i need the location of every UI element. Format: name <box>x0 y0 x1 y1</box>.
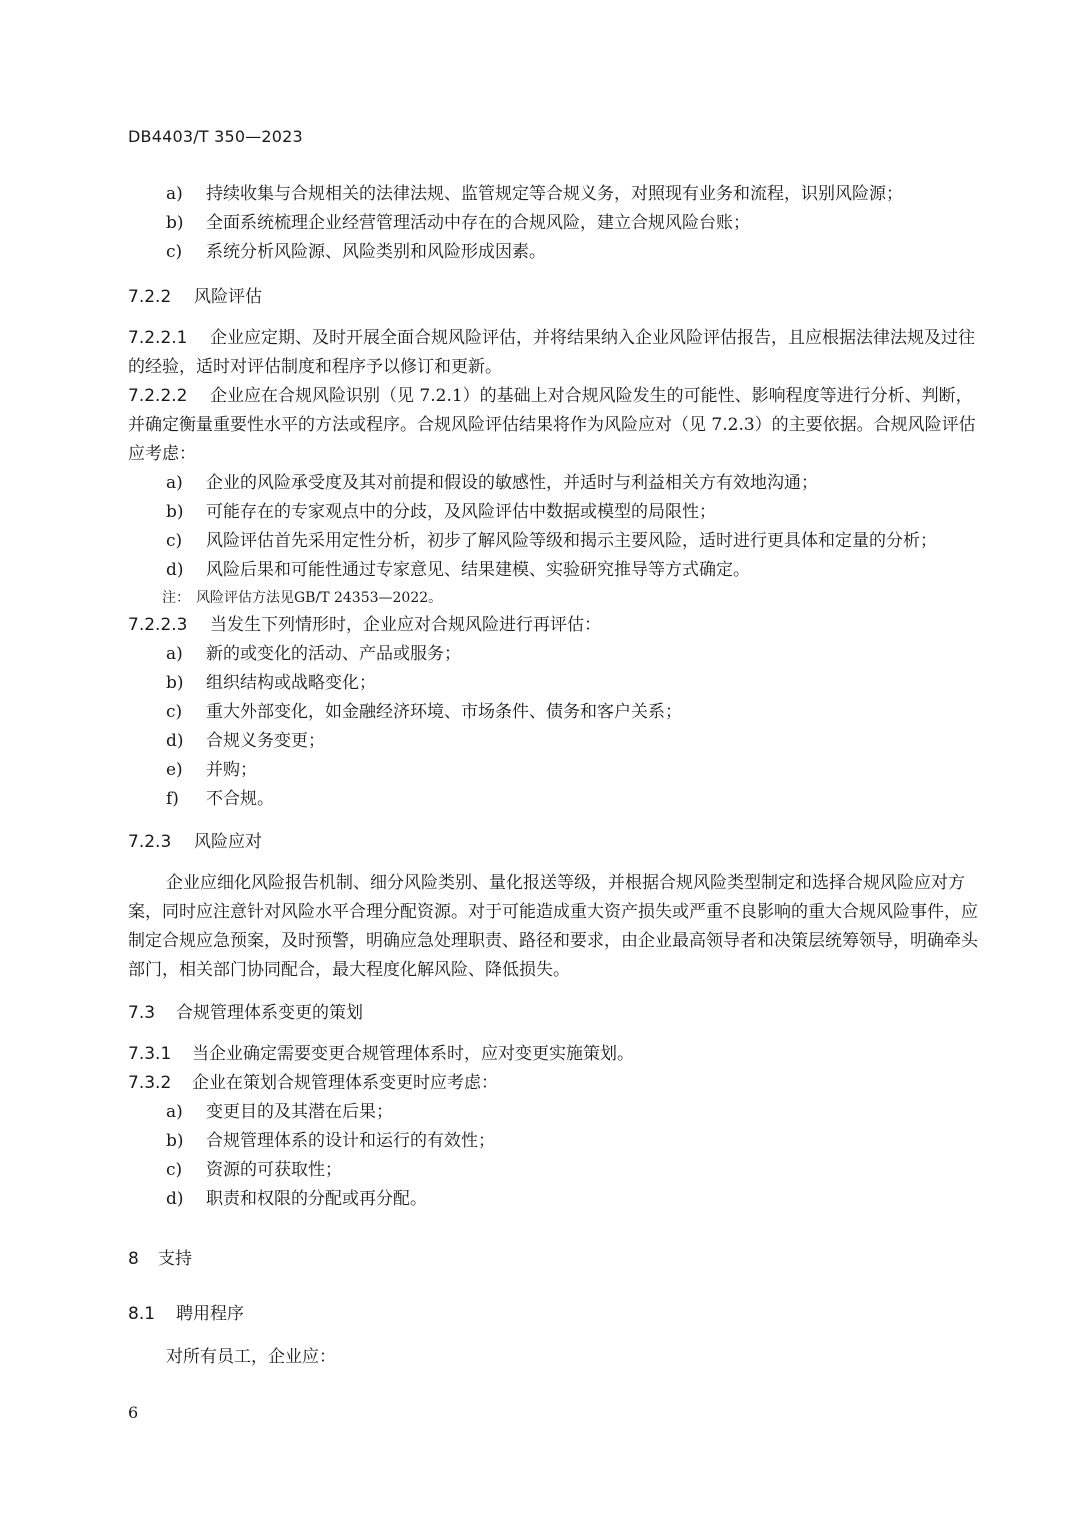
section-number: 8.1 <box>128 1304 156 1324</box>
list-text: 可能存在的专家观点中的分歧，及风险评估中数据或模型的局限性； <box>206 502 716 522</box>
list-item <box>128 498 978 527</box>
clause-number: 7.3.1 <box>128 1044 172 1064</box>
note-text: 风险评估方法见GB/T 24353—2022。 <box>196 590 443 606</box>
list-text: 持续收集与合规相关的法律法规、监管规定等合规义务，对照现有业务和流程，识别风险源； <box>206 184 903 204</box>
list-marker: d) <box>166 1189 184 1209</box>
section-title: 风险评估 <box>194 287 262 307</box>
list-marker: f) <box>166 789 179 809</box>
list-marker: b) <box>166 213 184 233</box>
list-marker: b) <box>166 502 184 522</box>
clause-number: 7.2.2.1 <box>128 328 188 348</box>
list-text: 全面系统梳理企业经营管理活动中存在的合规风险，建立合规风险台账； <box>206 213 750 233</box>
list-text: 并购； <box>206 760 257 780</box>
section-number: 8 <box>128 1249 139 1269</box>
page-number: 6 <box>128 1403 139 1422</box>
section-number: 7.2.2 <box>128 287 172 307</box>
list-item <box>128 1098 978 1127</box>
list-marker: a) <box>166 184 183 204</box>
list-marker: c) <box>166 702 183 722</box>
paragraph-8-1: 对所有员工，企业应： <box>166 1347 336 1367</box>
list-marker: d) <box>166 560 184 580</box>
list-item <box>128 527 978 556</box>
note <box>128 585 978 611</box>
note-label: 注： <box>162 590 190 606</box>
clause-number: 7.2.2.3 <box>128 615 188 635</box>
list-marker: c) <box>166 531 183 551</box>
section-title: 风险应对 <box>194 832 262 852</box>
list-text: 不合规。 <box>206 789 274 809</box>
list-text: 风险评估首先采用定性分析，初步了解风险等级和揭示主要风险，适时进行更具体和定量的分析； <box>206 531 937 551</box>
list-marker: a) <box>166 644 183 664</box>
clause-7-3-2 <box>128 1069 978 1098</box>
list-marker: a) <box>166 473 183 493</box>
list-item <box>128 785 978 814</box>
list-marker: b) <box>166 1131 184 1151</box>
list-text: 合规管理体系的设计和运行的有效性； <box>206 1131 495 1151</box>
list-text: 合规义务变更； <box>206 731 325 751</box>
list-item <box>128 469 978 498</box>
clause-7-3-1 <box>128 1040 978 1069</box>
list-text: 资源的可获取性； <box>206 1160 342 1180</box>
list-marker: b) <box>166 673 184 693</box>
list-item <box>128 1185 978 1214</box>
clause-text: 企业在策划合规管理体系变更时应考虑： <box>192 1073 498 1093</box>
list-item <box>128 1156 978 1185</box>
section-title: 支持 <box>158 1249 192 1269</box>
list-item <box>128 238 978 267</box>
list-item <box>128 1127 978 1156</box>
list-item <box>128 727 978 756</box>
list-text: 变更目的及其潜在后果； <box>206 1102 393 1122</box>
section-title: 合规管理体系变更的策划 <box>176 1003 363 1023</box>
section-number: 7.2.3 <box>128 832 172 852</box>
page-content <box>128 180 978 1372</box>
section-heading-7-3 <box>128 999 978 1028</box>
list-item <box>128 698 978 727</box>
clause-7-2-2-2 <box>128 382 978 469</box>
clause-7-2-2-1 <box>128 324 978 382</box>
clause-text: 企业应定期、及时开展全面合规风险评估，并将结果纳入企业风险评估报告，且应根据法律法规及过往的经验，适时对评估制度和程序予以修订和更新。 <box>128 328 975 377</box>
list-item <box>128 756 978 785</box>
list-text: 风险后果和可能性通过专家意见、结果建模、实验研究推导等方式确定。 <box>206 560 750 580</box>
section-title: 聘用程序 <box>176 1304 244 1324</box>
list-text: 职责和权限的分配或再分配。 <box>206 1189 427 1209</box>
list-marker: a) <box>166 1102 183 1122</box>
list-text: 重大外部变化，如金融经济环境、市场条件、债务和客户关系； <box>206 702 682 722</box>
clause-number: 7.3.2 <box>128 1073 172 1093</box>
clause-text: 当企业确定需要变更合规管理体系时，应对变更实施策划。 <box>192 1044 634 1064</box>
section-heading-7-2-2 <box>128 283 978 312</box>
clause-number: 7.2.2.2 <box>128 386 188 406</box>
list-text: 组织结构或战略变化； <box>206 673 376 693</box>
section-number: 7.3 <box>128 1003 156 1023</box>
list-text: 新的或变化的活动、产品或服务； <box>206 644 461 664</box>
clause-text: 企业应在合规风险识别（见 7.2.1）的基础上对合规风险发生的可能性、影响程度等进行分析、判断，并确定衡量重要性水平的方法或程序。合规风险评估结果将作为风险应对（见 7.2.3）的主要依据。合规风险评估应考虑： <box>128 386 976 464</box>
clause-text: 当发生下列情形时，企业应对合规风险进行再评估： <box>210 615 601 635</box>
paragraph-7-2-3: 企业应细化风险报告机制、细分风险类别、量化报送等级，并根据合规风险类型制定和选择合规风险应对方案，同时应注意针对风险水平合理分配资源。对于可能造成重大资产损失或严重不良影响的重大合规风险事件，应制定合规应急预案，及时预警，明确应急处理职责、路径和要求，由企业最高领导者和决策层统筹领导，明确牵头部门，相关部门协同配合，最大程度化解风险、降低损失。 <box>128 873 978 980</box>
list-text: 系统分析风险源、风险类别和风险形成因素。 <box>206 242 546 262</box>
document-code: DB4403/T 350—2023 <box>128 127 303 146</box>
list-marker: c) <box>166 242 183 262</box>
section-heading-7-2-3 <box>128 828 978 857</box>
list-marker: e) <box>166 760 183 780</box>
list-text: 企业的风险承受度及其对前提和假设的敏感性，并适时与利益相关方有效地沟通； <box>206 473 818 493</box>
list-item <box>128 640 978 669</box>
list-marker: d) <box>166 731 184 751</box>
list-item <box>128 180 978 209</box>
list-marker: c) <box>166 1160 183 1180</box>
clause-7-2-2-3 <box>128 611 978 640</box>
list-item <box>128 209 978 238</box>
chapter-heading-8 <box>128 1245 978 1274</box>
list-item <box>128 669 978 698</box>
list-item <box>128 556 978 585</box>
section-heading-8-1 <box>128 1300 978 1329</box>
